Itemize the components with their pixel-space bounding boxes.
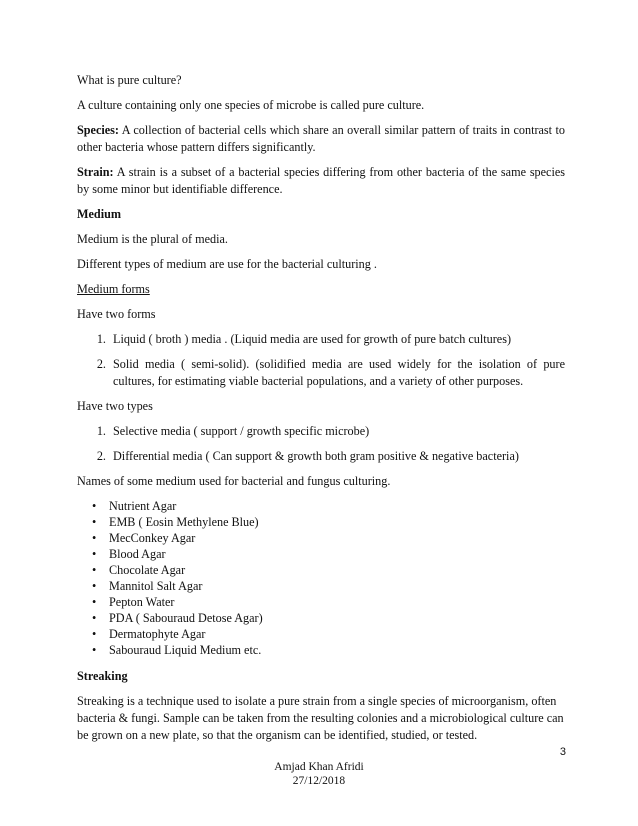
strain-term: Strain: bbox=[77, 165, 114, 179]
bullet-icon: • bbox=[92, 627, 97, 641]
media-name: Nutrient Agar bbox=[109, 499, 177, 513]
list-item bbox=[92, 610, 565, 626]
species-term: Species: bbox=[77, 123, 119, 137]
two-types-label: Have two types bbox=[77, 399, 153, 413]
list-item bbox=[92, 642, 565, 658]
bullet-icon: • bbox=[92, 643, 97, 657]
bullet-icon: • bbox=[92, 547, 97, 561]
form-item-solid: 2. Solid media ( semi-solid). (solidified media are used widely for the isolation of pure cultures, for estimating viable bacterial populations, and a variety of other purposes. bbox=[109, 356, 565, 390]
list-item bbox=[92, 514, 565, 530]
type-item-selective: 1. Selective media ( support / growth specific microbe) bbox=[109, 423, 565, 440]
media-names-intro: Names of some medium used for bacterial and fungus culturing. bbox=[77, 474, 391, 488]
bullet-icon: • bbox=[92, 499, 97, 513]
bullet-icon: • bbox=[92, 611, 97, 625]
list-item bbox=[92, 530, 565, 546]
media-name: EMB ( Eosin Methylene Blue) bbox=[109, 515, 259, 529]
species-text: A collection of bacterial cells which share an overall similar pattern of traits in contrast to other bacteria whose pattern differs significantly. bbox=[77, 123, 565, 154]
media-names-list bbox=[77, 498, 565, 658]
media-name: PDA ( Sabouraud Detose Agar) bbox=[109, 611, 263, 625]
streaking-heading: Streaking bbox=[77, 669, 128, 683]
media-name: Sabouraud Liquid Medium etc. bbox=[109, 643, 262, 657]
bullet-icon: • bbox=[92, 579, 97, 593]
page-number: 3 bbox=[559, 746, 566, 758]
medium-heading: Medium bbox=[77, 207, 122, 221]
list-item bbox=[92, 626, 565, 642]
bullet-icon: • bbox=[92, 531, 97, 545]
types-list bbox=[77, 423, 565, 465]
medium-forms-heading: Medium forms bbox=[77, 282, 150, 296]
list-item bbox=[92, 546, 565, 562]
streaking-text: Streaking is a technique used to isolate a pure strain from a single species of microorganism, often bacteria & fungi. Sample can be taken from the resulting colonies and a microbiological culture can be grown on a new plate, so that the organism can be identified, studied, or tested. bbox=[77, 694, 564, 742]
page-content bbox=[77, 72, 565, 752]
media-name: Pepton Water bbox=[109, 595, 175, 609]
pure-culture-definition: A culture containing only one species of microbe is called pure culture. bbox=[77, 98, 425, 112]
medium-plural-line: Medium is the plural of media. bbox=[77, 232, 228, 246]
form-item-liquid: 1. Liquid ( broth ) media . (Liquid media are used for growth of pure batch cultures) bbox=[109, 331, 565, 348]
bullet-icon: • bbox=[92, 563, 97, 577]
media-name: Dermatophyte Agar bbox=[109, 627, 206, 641]
media-name: Mannitol Salt Agar bbox=[109, 579, 203, 593]
medium-types-line: Different types of medium are use for the bacterial culturing . bbox=[77, 257, 377, 271]
bullet-icon: • bbox=[92, 515, 97, 529]
two-forms-label: Have two forms bbox=[77, 307, 156, 321]
list-item bbox=[92, 578, 565, 594]
type-item-differential: 2. Differential media ( Can support & growth both gram positive & negative bacteria) bbox=[109, 448, 565, 465]
footer-date: 27/12/2018 bbox=[292, 775, 346, 787]
species-definition bbox=[77, 122, 565, 156]
list-item bbox=[92, 498, 565, 514]
forms-list bbox=[77, 331, 565, 390]
intro-question: What is pure culture? bbox=[77, 73, 182, 87]
footer-author: Amjad Khan Afridi bbox=[274, 761, 364, 773]
strain-text: A strain is a subset of a bacterial species differing from other bacteria of the same species by some minor but identifiable difference. bbox=[77, 165, 566, 196]
list-item bbox=[92, 594, 565, 610]
media-name: Chocolate Agar bbox=[109, 563, 186, 577]
strain-definition bbox=[77, 164, 565, 198]
media-name: MecConkey Agar bbox=[109, 531, 196, 545]
media-name: Blood Agar bbox=[109, 547, 166, 561]
bullet-icon: • bbox=[92, 595, 97, 609]
list-item bbox=[92, 562, 565, 578]
